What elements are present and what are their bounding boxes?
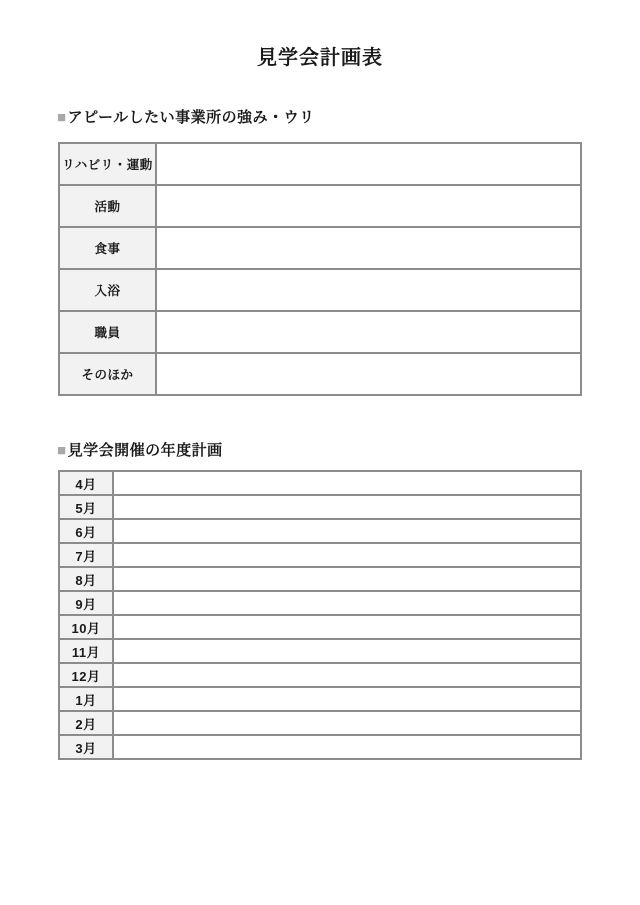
annual-plan-table xyxy=(58,470,582,760)
table-row xyxy=(59,591,581,615)
row-value-cell xyxy=(156,353,581,395)
table-row xyxy=(59,687,581,711)
month-label: 12月 xyxy=(59,663,113,687)
month-label: 10月 xyxy=(59,615,113,639)
month-value-cell xyxy=(113,735,581,759)
month-label: 1月 xyxy=(59,687,113,711)
month-label: 9月 xyxy=(59,591,113,615)
table-row xyxy=(59,639,581,663)
month-label: 11月 xyxy=(59,639,113,663)
table-row xyxy=(59,543,581,567)
row-value-cell xyxy=(156,227,581,269)
month-label: 5月 xyxy=(59,495,113,519)
month-label: 4月 xyxy=(59,471,113,495)
table-row xyxy=(59,495,581,519)
table-row xyxy=(59,615,581,639)
section-heading-annual-plan xyxy=(57,441,640,460)
month-value-cell xyxy=(113,495,581,519)
row-label: そのほか xyxy=(59,353,156,395)
month-value-cell xyxy=(113,687,581,711)
month-value-cell xyxy=(113,711,581,735)
row-label: リハビリ・運動 xyxy=(59,143,156,185)
month-value-cell xyxy=(113,639,581,663)
section-heading-annual-plan-text: 見学会開催の年度計画 xyxy=(67,442,223,459)
table-row xyxy=(59,567,581,591)
row-value-cell xyxy=(156,269,581,311)
row-label: 活動 xyxy=(59,185,156,227)
table-row xyxy=(59,311,581,353)
square-bullet-icon: ■ xyxy=(57,442,67,459)
table-row xyxy=(59,735,581,759)
month-value-cell xyxy=(113,615,581,639)
month-label: 3月 xyxy=(59,735,113,759)
month-label: 2月 xyxy=(59,711,113,735)
table-row xyxy=(59,711,581,735)
table-row xyxy=(59,519,581,543)
table-row xyxy=(59,471,581,495)
month-value-cell xyxy=(113,567,581,591)
section-heading-strengths xyxy=(57,108,640,127)
table-row xyxy=(59,185,581,227)
month-value-cell xyxy=(113,543,581,567)
strengths-table xyxy=(58,142,582,396)
month-label: 8月 xyxy=(59,567,113,591)
month-value-cell xyxy=(113,663,581,687)
table-row xyxy=(59,663,581,687)
month-label: 6月 xyxy=(59,519,113,543)
table-row xyxy=(59,353,581,395)
month-value-cell xyxy=(113,471,581,495)
row-value-cell xyxy=(156,311,581,353)
month-value-cell xyxy=(113,591,581,615)
row-label: 食事 xyxy=(59,227,156,269)
row-value-cell xyxy=(156,143,581,185)
section-heading-strengths-text: アピールしたい事業所の強み・ウリ xyxy=(67,109,315,126)
month-value-cell xyxy=(113,519,581,543)
row-value-cell xyxy=(156,185,581,227)
row-label: 職員 xyxy=(59,311,156,353)
row-label: 入浴 xyxy=(59,269,156,311)
page-title: 見学会計画表 xyxy=(257,47,383,69)
square-bullet-icon: ■ xyxy=(57,109,67,126)
month-label: 7月 xyxy=(59,543,113,567)
table-row xyxy=(59,227,581,269)
table-row xyxy=(59,269,581,311)
table-row xyxy=(59,143,581,185)
